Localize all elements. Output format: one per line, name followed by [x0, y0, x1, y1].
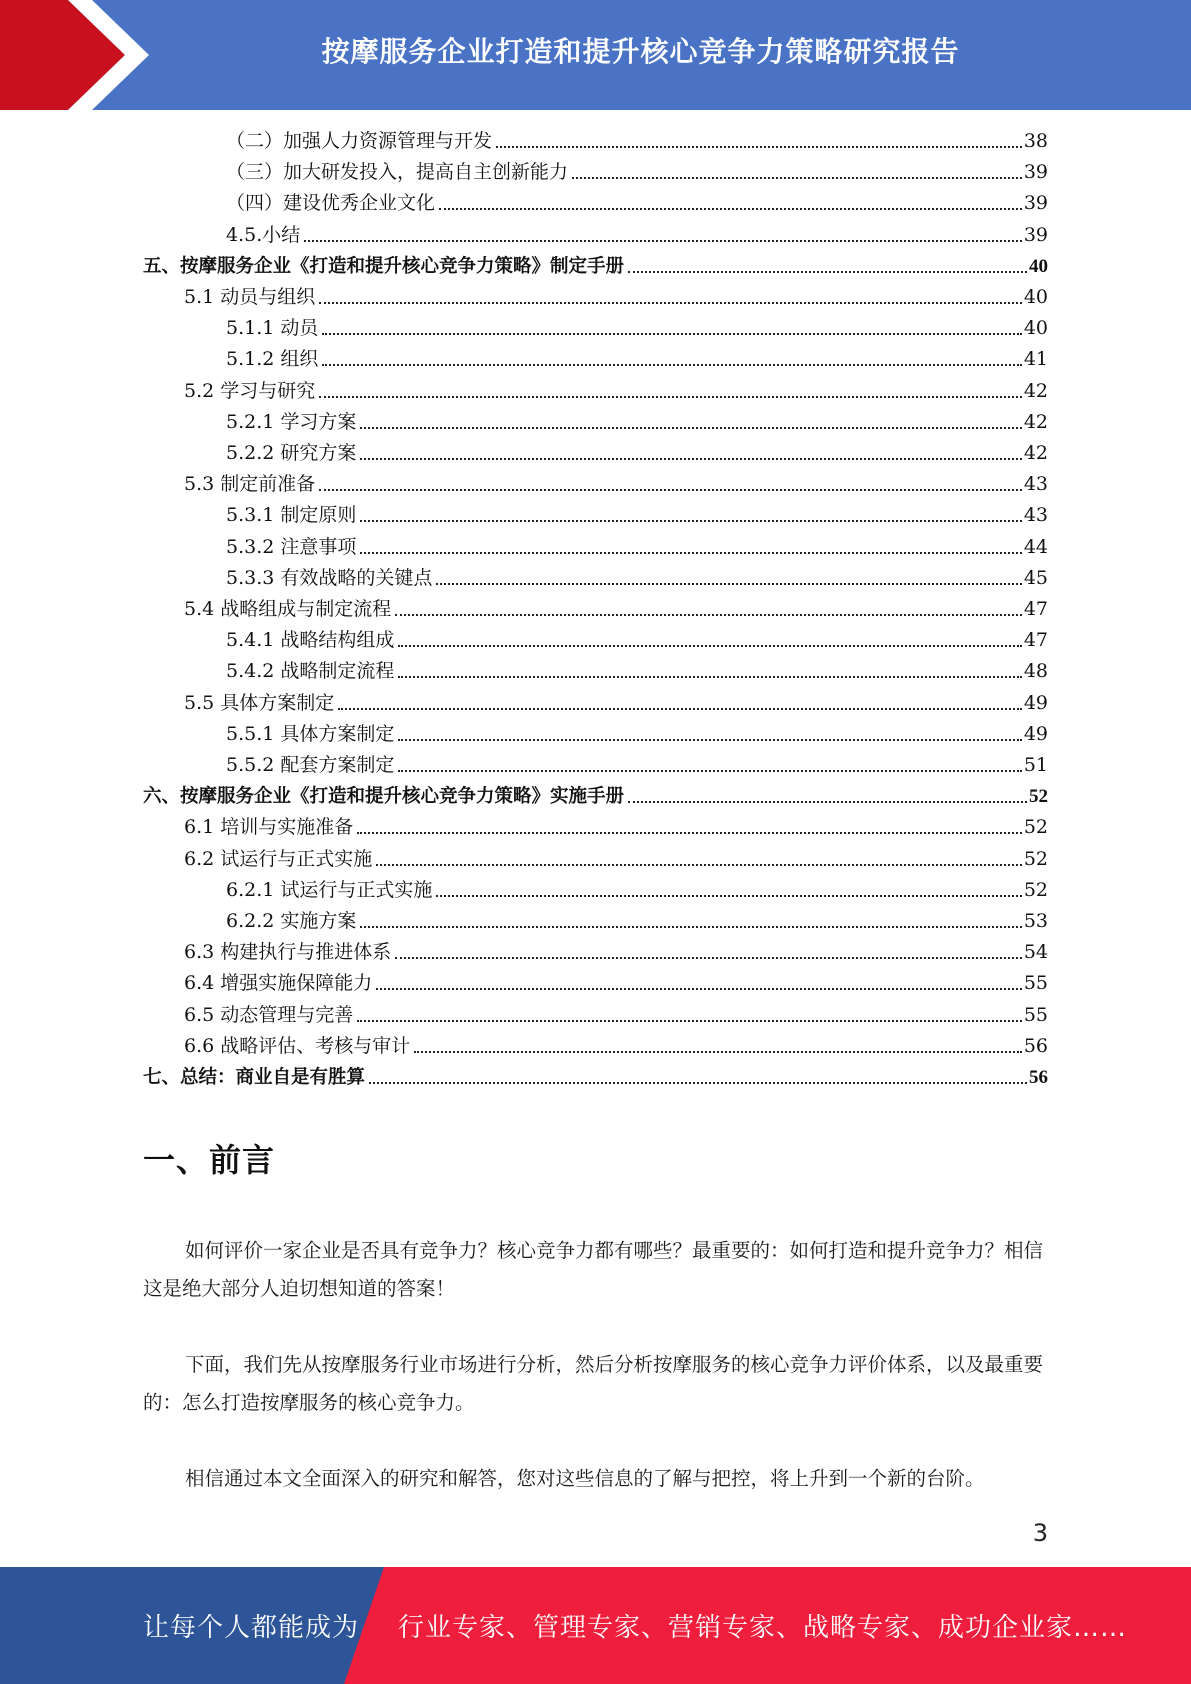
toc-entry-label: 5.2 学习与研究 — [184, 379, 316, 402]
toc-leader-dots — [360, 458, 1021, 460]
toc-entry-label: 5.2.2 研究方案 — [226, 442, 357, 464]
toc-entry-label: 6.2 试运行与正式实施 — [184, 847, 373, 870]
toc-entry-page: 45 — [1023, 566, 1048, 589]
toc-entry-page: 47 — [1023, 598, 1048, 620]
toc-entry-page: 38 — [1023, 130, 1048, 152]
toc-leader-dots — [360, 552, 1021, 554]
toc-entry[interactable] — [184, 688, 1048, 719]
toc-leader-dots — [360, 427, 1021, 429]
toc-entry-label: 4.5.小结 — [226, 223, 301, 246]
toc-entry[interactable] — [184, 844, 1048, 875]
toc-leader-dots — [338, 708, 1022, 710]
toc-leader-dots — [628, 801, 1027, 803]
toc-entry-label: 6.2.1 试运行与正式实施 — [226, 878, 433, 901]
toc-entry-label: 5.5.2 配套方案制定 — [226, 754, 395, 776]
toc-entry-label: 5.2.1 学习方案 — [226, 410, 357, 433]
toc-leader-dots — [360, 520, 1021, 522]
toc-entry-page: 40 — [1029, 255, 1048, 277]
toc-entry-label: （三）加大研发投入，提高自主创新能力 — [226, 161, 569, 184]
toc-leader-dots — [439, 208, 1022, 210]
toc-entry-label: 6.6 战略评估、考核与审计 — [184, 1034, 411, 1057]
toc-leader-dots — [357, 1020, 1022, 1022]
toc-entry-page: 39 — [1023, 161, 1048, 184]
toc-entry[interactable] — [226, 719, 1048, 750]
toc-leader-dots — [398, 739, 1021, 741]
toc-entry-label: 6.1 培训与实施准备 — [184, 816, 354, 839]
toc-entry-page: 55 — [1023, 972, 1048, 995]
toc-entry[interactable] — [226, 656, 1048, 687]
toc-leader-dots — [398, 676, 1021, 678]
toc-entry-page: 53 — [1023, 910, 1048, 932]
toc-entry-page: 49 — [1023, 722, 1048, 745]
toc-leader-dots — [496, 146, 1022, 148]
toc-entry-page: 41 — [1023, 348, 1048, 371]
toc-entry[interactable] — [226, 126, 1048, 157]
toc-leader-dots — [398, 770, 1021, 772]
toc-entry-label: 6.2.2 实施方案 — [226, 910, 357, 932]
toc-entry[interactable] — [226, 438, 1048, 469]
page-header — [0, 0, 1191, 110]
footer-slogan-left: 让每个人都能成为 — [143, 1613, 360, 1643]
toc-entry[interactable] — [184, 812, 1048, 843]
toc-entry-page: 40 — [1023, 317, 1048, 340]
toc-entry-page: 56 — [1029, 1067, 1048, 1088]
toc-entry[interactable] — [226, 750, 1048, 781]
toc-entry-page: 39 — [1023, 192, 1048, 215]
toc-entry-page: 52 — [1029, 786, 1048, 808]
toc-leader-dots — [369, 1082, 1027, 1084]
toc-entry[interactable] — [143, 781, 1048, 812]
toc-entry-label: 6.4 增强实施保障能力 — [184, 972, 373, 995]
toc-entry-page: 39 — [1023, 223, 1048, 246]
toc-leader-dots — [436, 583, 1021, 585]
intro-paragraph-2: 下面，我们先从按摩服务行业市场进行分析，然后分析按摩服务的核心竞争力评价体系，以及最重要的：怎么打造按摩服务的核心竞争力。 — [143, 1353, 1044, 1414]
toc-entry-label: 5.1.1 动员 — [226, 317, 319, 340]
toc-entry-page: 49 — [1023, 691, 1048, 714]
toc-entry-label: 6.5 动态管理与完善 — [184, 1003, 354, 1026]
toc-entry[interactable] — [184, 937, 1048, 968]
toc-entry-label: 5.3.1 制定原则 — [226, 504, 357, 527]
toc-leader-dots — [395, 614, 1022, 616]
toc-entry[interactable] — [226, 875, 1048, 906]
toc-entry[interactable] — [184, 376, 1048, 407]
toc-entry-label: 5.1 动员与组织 — [184, 286, 316, 308]
toc-leader-dots — [322, 333, 1021, 335]
toc-entry[interactable] — [226, 532, 1048, 563]
toc-entry-page: 40 — [1023, 286, 1048, 308]
toc-entry[interactable] — [143, 251, 1048, 282]
toc-entry[interactable] — [226, 220, 1048, 251]
toc-entry-page: 55 — [1023, 1003, 1048, 1026]
toc-entry-page: 43 — [1023, 504, 1048, 527]
toc-entry[interactable] — [226, 407, 1048, 438]
section-heading: 一、前言 — [143, 1141, 276, 1179]
toc-entry[interactable] — [226, 500, 1048, 531]
toc-entry[interactable] — [184, 1000, 1048, 1031]
toc-entry-page: 42 — [1023, 442, 1048, 464]
toc-entry-page: 42 — [1023, 410, 1048, 433]
intro-paragraph-3: 相信通过本文全面深入的研究和解答，您对这些信息的了解与把控，将上升到一个新的台阶。 — [185, 1467, 985, 1490]
toc-leader-dots — [414, 1051, 1022, 1053]
toc-entry[interactable] — [226, 563, 1048, 594]
toc-entry-page: 48 — [1023, 660, 1048, 683]
toc-entry[interactable] — [226, 344, 1048, 375]
toc-leader-dots — [319, 396, 1022, 398]
toc-entry-page: 52 — [1023, 816, 1048, 839]
toc-entry-label: （四）建设优秀企业文化 — [226, 192, 436, 215]
toc-entry[interactable] — [226, 625, 1048, 656]
toc-entry-label: 5.5.1 具体方案制定 — [226, 722, 395, 745]
page-footer — [0, 1567, 1191, 1684]
toc-entry-label: （二）加强人力资源管理与开发 — [226, 130, 493, 152]
toc-entry-label: 5.4.1 战略结构组成 — [226, 629, 395, 652]
footer-slogan-right: 行业专家、管理专家、营销专家、战略专家、成功企业家…… — [398, 1613, 1128, 1643]
toc-leader-dots — [319, 302, 1022, 304]
toc-entry-label: 六、按摩服务企业《打造和提升核心竞争力策略》实施手册 — [143, 786, 625, 808]
intro-paragraph-1: 如何评价一家企业是否具有竞争力？核心竞争力都有哪些？最重要的：如何打造和提升竞争力？相信这是绝大部分人迫切想知道的答案！ — [143, 1239, 1044, 1300]
toc-entry-label: 5.4.2 战略制定流程 — [226, 660, 395, 683]
toc-entry[interactable] — [226, 906, 1048, 937]
toc-entry[interactable] — [226, 157, 1048, 188]
toc-leader-dots — [304, 240, 1022, 242]
toc-leader-dots — [360, 926, 1021, 928]
page-number: 3 — [1032, 1519, 1048, 1547]
toc-entry[interactable] — [143, 1062, 1048, 1093]
toc-leader-dots — [319, 489, 1022, 491]
toc-entry-label: 5.1.2 组织 — [226, 348, 319, 371]
toc-entry-page: 52 — [1023, 847, 1048, 870]
toc-leader-dots — [395, 957, 1022, 959]
toc-entry-page: 54 — [1023, 941, 1048, 964]
toc-entry[interactable] — [226, 188, 1048, 219]
toc-entry-label: 五、按摩服务企业《打造和提升核心竞争力策略》制定手册 — [143, 255, 625, 277]
toc-entry-page: 44 — [1023, 535, 1048, 558]
toc-entry-page: 51 — [1023, 754, 1048, 776]
toc-entry-label: 5.3 制定前准备 — [184, 473, 316, 496]
toc-entry-page: 52 — [1023, 878, 1048, 901]
toc-entry-label: 5.4 战略组成与制定流程 — [184, 598, 392, 620]
toc-entry-label: 七、总结：商业自是有胜算 — [143, 1067, 366, 1088]
toc-leader-dots — [572, 177, 1022, 179]
toc-leader-dots — [628, 271, 1027, 273]
toc-entry[interactable] — [184, 594, 1048, 625]
toc-leader-dots — [376, 988, 1022, 990]
toc-entry[interactable] — [184, 469, 1048, 500]
toc-leader-dots — [436, 895, 1021, 897]
report-title: 按摩服务企业打造和提升核心竞争力策略研究报告 — [321, 35, 960, 68]
toc-leader-dots — [357, 832, 1022, 834]
toc-entry-label: 5.3.2 注意事项 — [226, 535, 357, 558]
toc-entry-page: 42 — [1023, 379, 1048, 402]
toc-entry-page: 43 — [1023, 473, 1048, 496]
toc-entry-label: 5.5 具体方案制定 — [184, 691, 335, 714]
toc-entry-page: 47 — [1023, 629, 1048, 652]
toc-entry-page: 56 — [1023, 1034, 1048, 1057]
toc-leader-dots — [398, 645, 1021, 647]
toc-entry[interactable] — [184, 1031, 1048, 1062]
toc-entry[interactable] — [184, 968, 1048, 999]
toc-entry-label: 6.3 构建执行与推进体系 — [184, 941, 392, 964]
toc-entry[interactable] — [184, 282, 1048, 313]
toc-leader-dots — [322, 364, 1021, 366]
toc-entry[interactable] — [226, 313, 1048, 344]
toc-entry-label: 5.3.3 有效战略的关键点 — [226, 566, 433, 589]
toc-leader-dots — [376, 864, 1022, 866]
